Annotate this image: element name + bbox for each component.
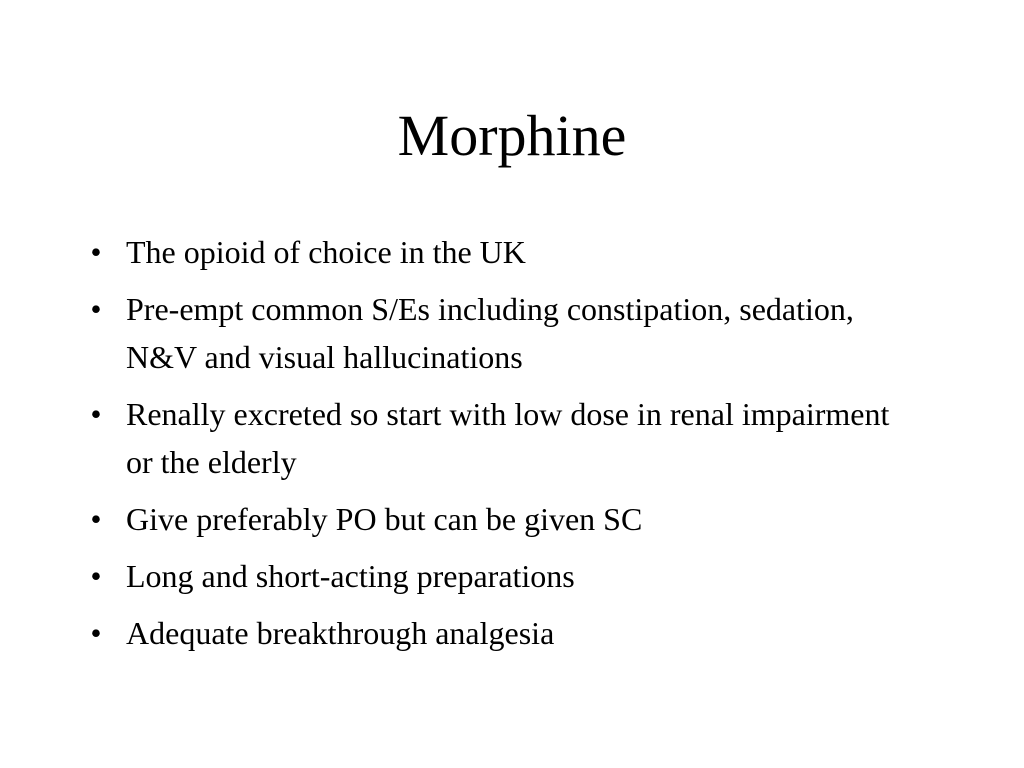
bullet-item	[84, 228, 914, 276]
bullet-text: Renally excreted so start with low dose in renal impairment or the elderly	[126, 396, 890, 480]
bullet-marker-icon: •	[90, 615, 102, 651]
bullet-item	[84, 552, 914, 600]
bullet-marker-icon: •	[90, 234, 102, 270]
bullet-text: Adequate breakthrough analgesia	[126, 615, 555, 651]
bullet-item	[84, 390, 914, 486]
bullet-item	[84, 285, 914, 381]
bullet-list	[84, 228, 914, 666]
bullet-text: Give preferably PO but can be given SC	[126, 501, 643, 537]
bullet-marker-icon: •	[90, 558, 102, 594]
bullet-marker-icon: •	[90, 501, 102, 537]
bullet-item	[84, 495, 914, 543]
bullet-item	[84, 609, 914, 657]
slide-title: Morphine	[397, 103, 627, 168]
bullet-text: Pre-empt common S/Es including constipation, sedation, N&V and visual hallucinations	[126, 291, 854, 375]
bullet-marker-icon: •	[90, 291, 102, 327]
bullet-text: The opioid of choice in the UK	[126, 234, 526, 270]
bullet-text: Long and short-acting preparations	[126, 558, 575, 594]
bullet-marker-icon: •	[90, 396, 102, 432]
